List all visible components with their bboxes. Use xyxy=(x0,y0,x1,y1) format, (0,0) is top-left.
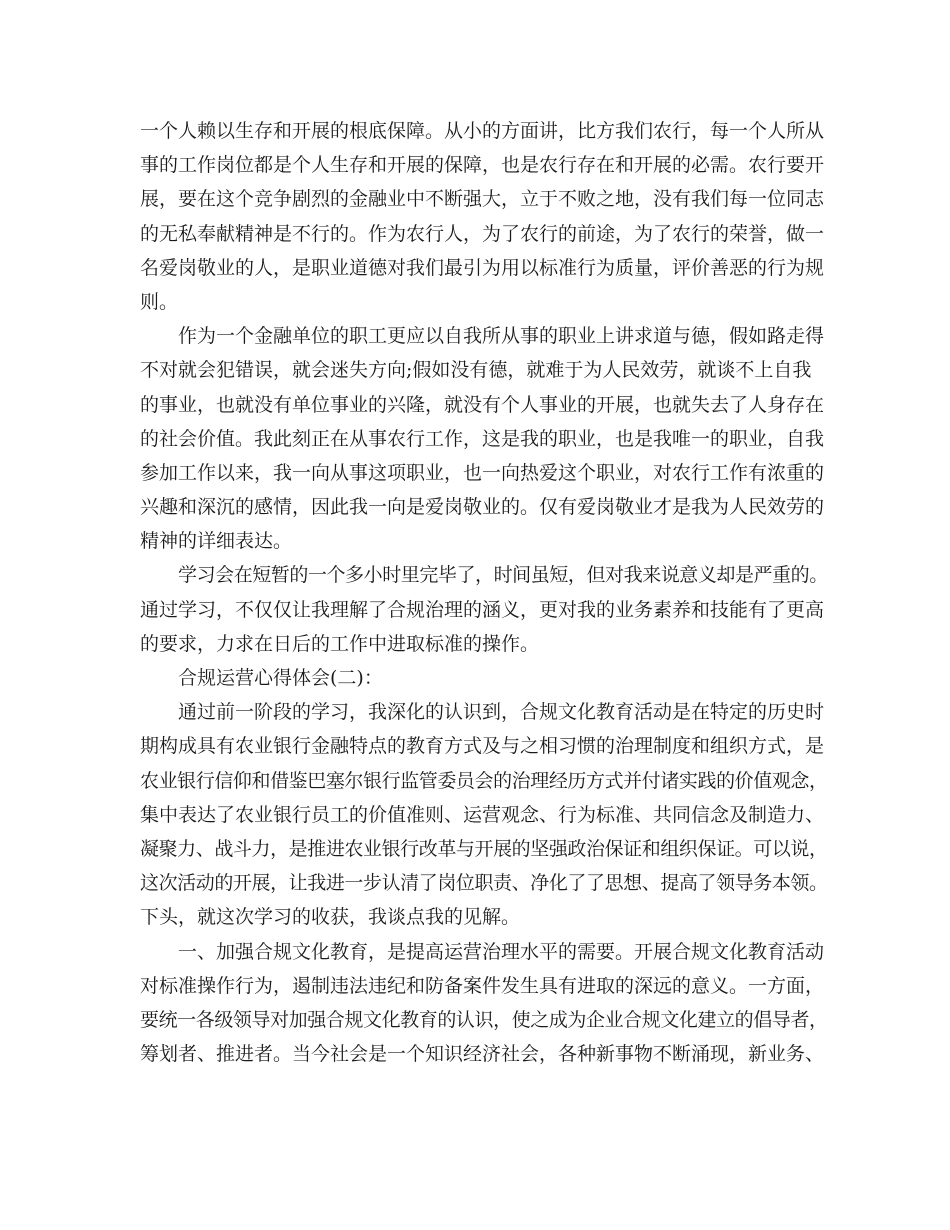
text-line: 农业银行信仰和借鉴巴塞尔银行监管委员会的治理经历方式并付诸实践的价值观念， xyxy=(140,769,828,792)
text-line: 参加工作以来，我一向从事这项职业，也一向热爱这个职业，对农行工作有浓重的 xyxy=(140,461,825,484)
text-line: 的社会价值。我此刻正在从事农行工作，这是我的职业，也是我唯一的职业，自我 xyxy=(140,427,825,450)
text-line: 对标准操作行为，遏制违法违纪和防备案件发生具有进取的深远的意义。一方面， xyxy=(140,974,825,997)
text-line: 不对就会犯错误，就会迷失方向;假如没有德，就难于为人民效劳，就谈不上自我 xyxy=(140,359,812,382)
text-line: 这次活动的开展，让我进一步认清了岗位职责、净化了了思想、提高了领导务本领。 xyxy=(140,872,828,895)
text-line: 学习会在短暂的一个多小时里完毕了，时间虽短，但对我来说意义却是严重的。 xyxy=(178,564,828,587)
text-line: 要统一各级领导对加强合规文化教育的认识，使之成为企业合规文化建立的倡导者， xyxy=(140,1008,828,1031)
text-line: 展，要在这个竞争剧烈的金融业中不断强大，立于不败之地，没有我们每一位同志 xyxy=(140,188,825,211)
text-line: 合规运营心得体会(二)： xyxy=(178,667,383,689)
text-line: 则。 xyxy=(140,290,179,313)
text-line: 名爱岗敬业的人，是职业道德对我们最引为用以标准行为质量，评价善恶的行为规 xyxy=(140,256,825,279)
text-line: 一、加强合规文化教育，是提高运营治理水平的需要。开展合规文化教育活动 xyxy=(178,940,825,963)
text-line: 的要求，力求在日后的工作中进取标准的操作。 xyxy=(140,632,540,655)
text-line: 兴趣和深沉的感情，因此我一向是爱岗敬业的。仅有爱岗敬业才是我为人民效劳的 xyxy=(140,496,825,519)
text-line: 集中表达了农业银行员工的价值准则、运营观念、行为标准、共同信念及制造力、 xyxy=(140,803,825,826)
text-line: 的无私奉献精神是不行的。作为农行人，为了农行的前途，为了农行的荣誉，做一 xyxy=(140,222,825,245)
text-line: 凝聚力、战斗力，是推进农业银行改革与开展的坚强政治保证和组织保证。可以说， xyxy=(140,837,828,860)
text-line: 作为一个金融单位的职工更应以自我所从事的职业上讲求道与德，假如路走得 xyxy=(178,325,825,348)
text-line: 通过学习，不仅仅让我理解了合规治理的涵义，更对我的业务素养和技能有了更高 xyxy=(140,598,825,621)
text-line: 一个人赖以生存和开展的根底保障。从小的方面讲，比方我们农行，每一个人所从 xyxy=(140,120,825,142)
text-line: 的事业，也就没有单位事业的兴隆，就没有个人事业的开展，也就失去了人身存在 xyxy=(140,393,825,416)
text-line: 精神的详细表达。 xyxy=(140,530,293,553)
text-line: 下头，就这次学习的收获，我谈点我的见解。 xyxy=(140,906,521,929)
text-line: 通过前一阶段的学习，我深化的认识到，合规文化教育活动是在特定的历史时 xyxy=(178,701,825,724)
text-line: 期构成具有农业银行金融特点的教育方式及与之相习惯的治理制度和组织方式，是 xyxy=(140,735,825,758)
text-line: 筹划者、推进者。当今社会是一个知识经济社会，各种新事物不断涌现，新业务、 xyxy=(140,1043,825,1066)
document-body xyxy=(140,114,830,1071)
text-line: 事的工作岗位都是个人生存和开展的保障，也是农行存在和开展的必需。农行要开 xyxy=(140,154,825,177)
